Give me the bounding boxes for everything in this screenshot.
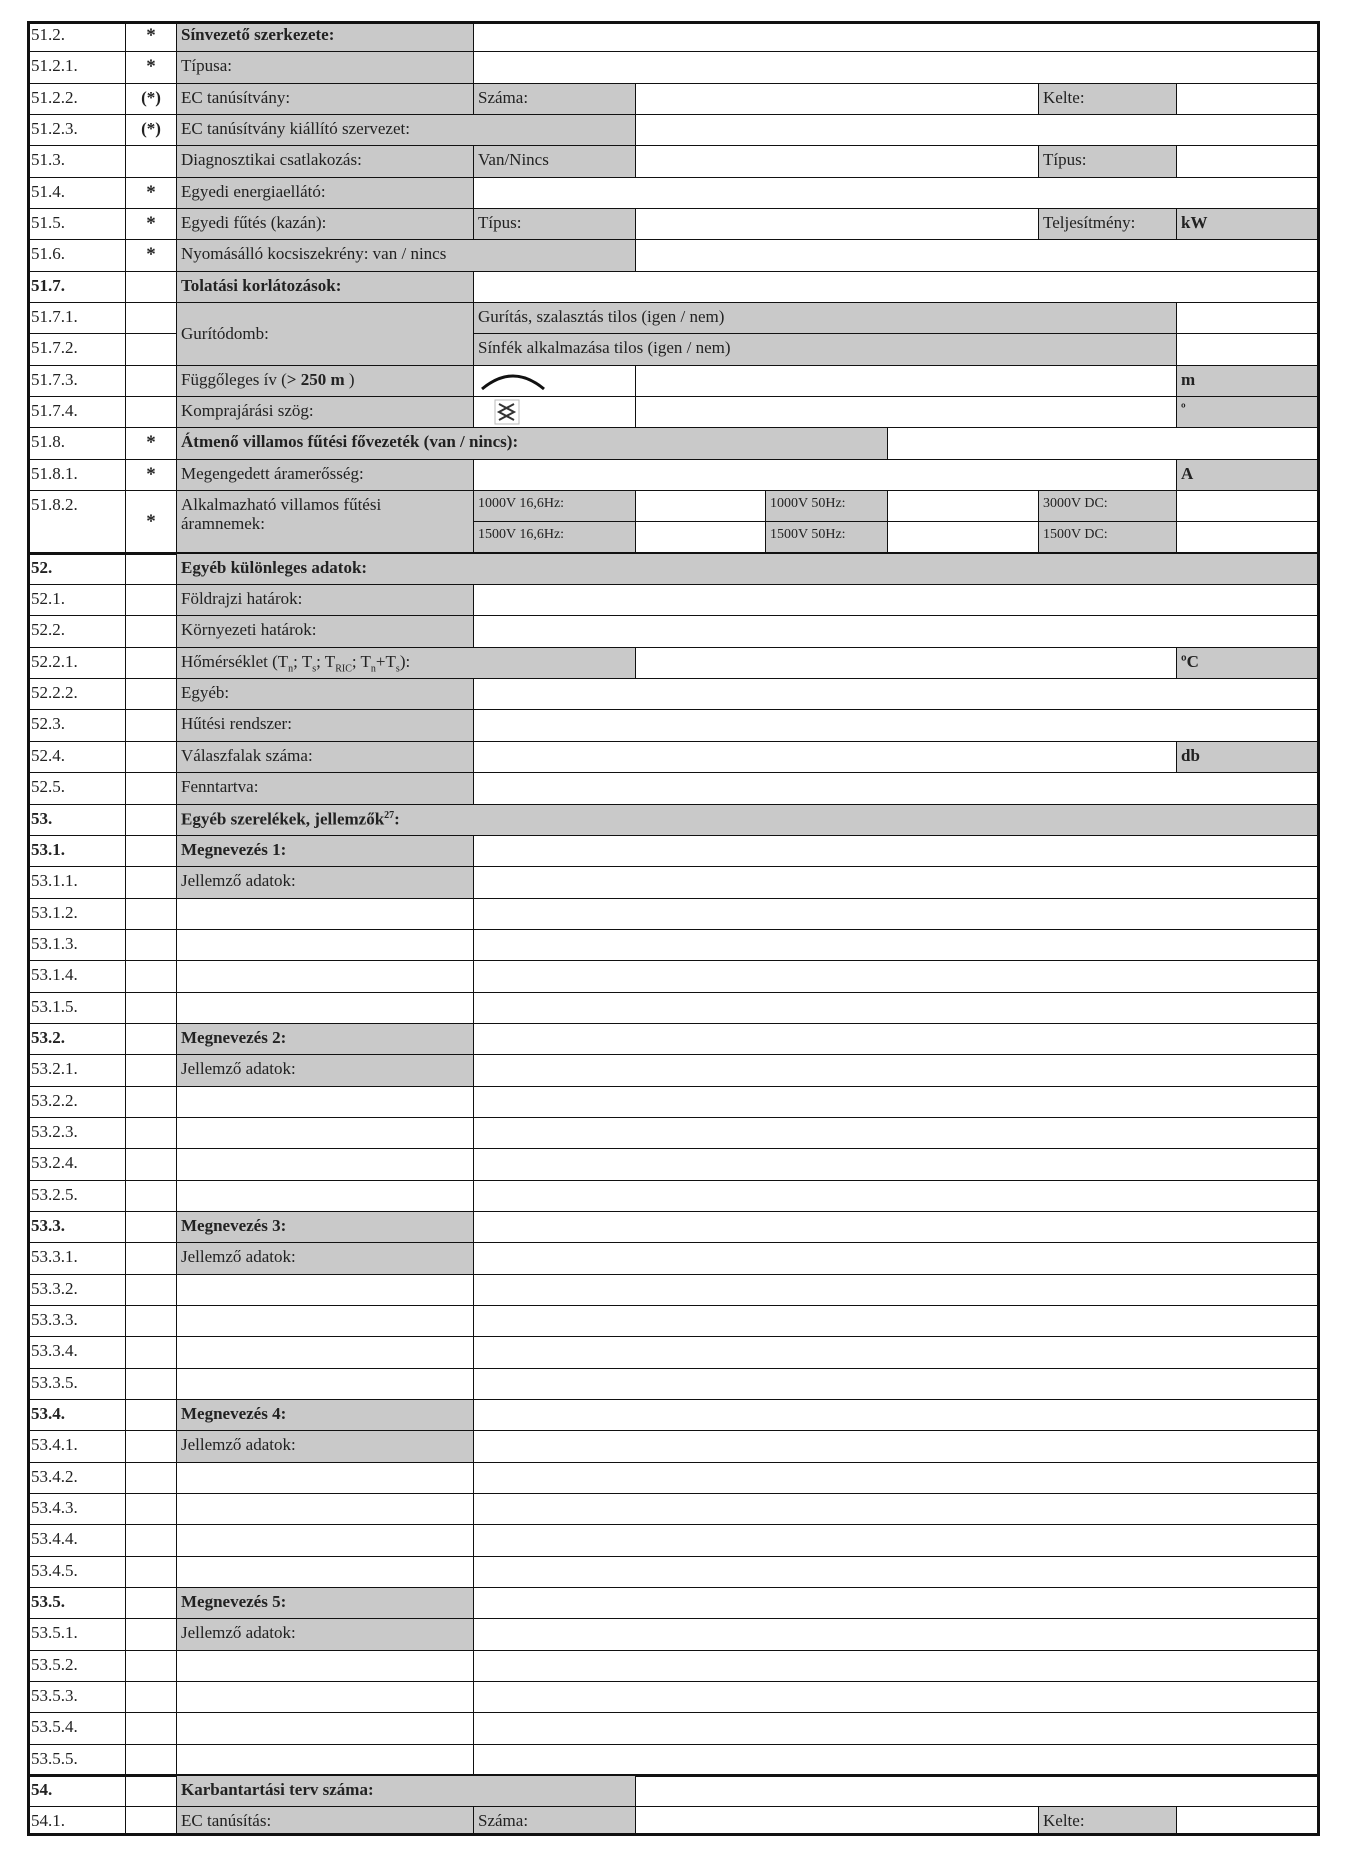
mandatory-mark [126,679,177,710]
certificate-date-field[interactable] [1177,1807,1320,1836]
item-name-field[interactable] [474,1588,1320,1619]
current-type-field[interactable] [1177,491,1320,522]
field-label: EC tanúsítvány: [177,84,474,115]
item-name-label: Megnevezés 2: [177,1024,474,1055]
mandatory-mark [126,1557,177,1588]
maintenance-plan-field[interactable] [636,1776,1320,1807]
value-field[interactable] [636,397,1177,428]
mandatory-mark [126,1682,177,1713]
certificate-number-field[interactable] [636,1807,1039,1836]
field-label: Egyéb: [177,679,474,710]
characteristic-label: Jellemző adatok: [177,1431,474,1463]
field-label: Földrajzi határok: [177,585,474,616]
characteristic-name-field[interactable] [177,1369,474,1400]
current-type-label: 1500V 50Hz: [766,522,888,554]
item-number: 53.5.5. [27,1745,126,1776]
current-type-field[interactable] [1177,522,1320,554]
option-label: Sínfék alkalmazása tilos (igen / nem) [474,334,1177,366]
mandatory-mark [126,805,177,836]
unit-label: m [1177,366,1320,397]
value-field[interactable] [474,616,1320,648]
item-number: 53.1.3. [27,930,126,961]
mandatory-mark [126,272,177,303]
item-number: 53.4.3. [27,1494,126,1525]
mandatory-mark [126,1619,177,1651]
mandatory-mark [126,710,177,742]
characteristic-name-field[interactable] [177,1745,474,1776]
item-number: 53.1.4. [27,961,126,993]
mandatory-mark: * [126,52,177,84]
characteristic-value-field[interactable] [474,1181,1320,1212]
item-number: 53.4.1. [27,1431,126,1463]
field-label: Fenntartva: [177,773,474,805]
characteristic-name-field[interactable] [177,1275,474,1306]
mandatory-mark [126,1713,177,1745]
item-number: 53.4.4. [27,1525,126,1557]
type-label: Típus: [1039,146,1177,178]
item-number: 51.7.3. [27,366,126,397]
mandatory-mark [126,836,177,867]
characteristic-name-field[interactable] [177,1557,474,1588]
characteristic-name-field[interactable] [177,930,474,961]
item-number: 51.2. [27,21,126,52]
item-name-field[interactable] [474,1024,1320,1055]
temperature-label: Hőmérséklet ($T_n$; $T_s$; $T_{RIC}$; $T_n+T_s$): [177,648,636,679]
item-number: 54.1. [27,1807,126,1836]
characteristic-name-field[interactable] [177,1087,474,1118]
characteristic-name-field[interactable] [177,1337,474,1369]
characteristic-value-field[interactable] [474,1463,1320,1494]
field-label: Környezeti határok: [177,616,474,648]
mandatory-mark [126,1055,177,1087]
characteristic-label: Jellemző adatok: [177,1619,474,1651]
current-type-label: 1500V DC: [1039,522,1177,554]
mandatory-mark [126,1024,177,1055]
mandatory-mark [126,742,177,773]
item-number: 51.7.4. [27,397,126,428]
characteristic-name-field[interactable] [177,961,474,993]
mandatory-mark: * [126,209,177,240]
mandatory-mark [126,1463,177,1494]
mandatory-mark [126,397,177,428]
mandatory-mark [126,1525,177,1557]
item-name-field[interactable] [474,836,1320,867]
characteristic-label: Jellemző adatok: [177,1055,474,1087]
date-label: Kelte: [1039,84,1177,115]
characteristic-name-field[interactable] [177,1181,474,1212]
characteristic-name-field[interactable] [177,1682,474,1713]
vertical-curve-icon [474,366,636,397]
item-number: 53.5.1. [27,1619,126,1651]
temperature-field[interactable] [636,648,1177,679]
date-label: Kelte: [1039,1807,1177,1836]
field-label: Egyedi energiaellátó: [177,178,474,209]
mandatory-mark [126,930,177,961]
characteristic-value-field[interactable] [474,1525,1320,1557]
mandatory-mark [126,1651,177,1682]
field-label: EC tanúsítvány kiállító szervezet: [177,115,636,146]
item-number: 52.5. [27,773,126,805]
current-type-field[interactable] [636,522,766,554]
value-field[interactable] [474,272,1320,303]
current-type-label: 1000V 16,6Hz: [474,491,636,522]
field-label: Tolatási korlátozások: [177,272,474,303]
characteristic-value-field[interactable] [474,961,1320,993]
number-label: Száma: [474,1807,636,1836]
item-number: 53.5.4. [27,1713,126,1745]
current-type-field[interactable] [636,491,766,522]
mandatory-mark [126,1745,177,1776]
field-label: Hűtési rendszer: [177,710,474,742]
characteristic-name-field[interactable] [177,1306,474,1337]
characteristic-value-field[interactable] [474,1306,1320,1337]
item-number: 51.6. [27,240,126,272]
characteristic-value-field[interactable] [474,1619,1320,1651]
item-number: 51.8.1. [27,460,126,491]
current-type-label: 1500V 16,6Hz: [474,522,636,554]
option-label: Van/Nincs [474,146,636,178]
characteristic-value-field[interactable] [474,1369,1320,1400]
item-number: 51.4. [27,178,126,209]
item-number: 52. [27,554,126,585]
item-number: 53.1.2. [27,899,126,930]
item-name-field[interactable] [474,1212,1320,1243]
current-type-field[interactable] [888,491,1039,522]
characteristic-value-field[interactable] [474,1243,1320,1275]
item-number: 51.7.1. [27,303,126,334]
mandatory-mark [126,1149,177,1181]
value-field[interactable] [474,178,1320,209]
section-title: Egyéb szerelékek, jellemzők$^{27}$: [177,805,1320,836]
type-label: Típus: [474,209,636,240]
item-number: 53.3.4. [27,1337,126,1369]
item-number: 53.4.2. [27,1463,126,1494]
mandatory-mark [126,899,177,930]
mandatory-mark [126,554,177,585]
mandatory-mark [126,1369,177,1400]
item-name-field[interactable] [474,1400,1320,1431]
item-number: 53.1. [27,836,126,867]
mandatory-mark [126,1337,177,1369]
characteristic-label: Jellemző adatok: [177,867,474,899]
mandatory-mark: * [126,178,177,209]
type-field[interactable] [1177,146,1320,178]
value-field[interactable] [474,679,1320,710]
technical-data-form [27,21,1320,1836]
item-name-label: Megnevezés 3: [177,1212,474,1243]
mandatory-mark [126,1212,177,1243]
item-number: 53.4.5. [27,1557,126,1588]
item-number: 53.3. [27,1212,126,1243]
item-number: 52.2.2. [27,679,126,710]
field-label: Függőleges ív (> 250 m ) [177,366,474,397]
item-number: 51.8.2. [27,491,126,554]
unit-label: db [1177,742,1320,773]
mandatory-mark [126,1776,177,1807]
mandatory-mark [126,1306,177,1337]
item-number: 51.7.2. [27,334,126,366]
mandatory-mark: (*) [126,115,177,146]
field-label: Megengedett áramerősség: [177,460,474,491]
item-number: 51.2.3. [27,115,126,146]
mandatory-mark: * [126,460,177,491]
mandatory-mark [126,1118,177,1149]
current-type-field[interactable] [888,522,1039,554]
item-number: 52.1. [27,585,126,616]
characteristic-name-field[interactable] [177,1149,474,1181]
item-name-label: Megnevezés 1: [177,836,474,867]
hump-label: Gurítódomb: [177,303,474,366]
item-number: 53.3.1. [27,1243,126,1275]
item-number: 51.8. [27,428,126,460]
mandatory-mark [126,773,177,805]
section-title: Egyéb különleges adatok: [177,554,1320,585]
value-field[interactable] [474,585,1320,616]
mandatory-mark: * [126,21,177,52]
characteristic-value-field[interactable] [474,930,1320,961]
item-number: 52.4. [27,742,126,773]
field-label: EC tanúsítás: [177,1807,474,1836]
item-number: 53.2.2. [27,1087,126,1118]
mandatory-mark [126,1181,177,1212]
characteristic-value-field[interactable] [474,899,1320,930]
characteristic-value-field[interactable] [474,1682,1320,1713]
field-label: Válaszfalak száma: [177,742,474,773]
mandatory-mark [126,1087,177,1118]
characteristic-label: Jellemző adatok: [177,1243,474,1275]
characteristic-name-field[interactable] [177,899,474,930]
option-label: Gurítás, szalasztás tilos (igen / nem) [474,303,1177,334]
characteristic-name-field[interactable] [177,1651,474,1682]
characteristic-name-field[interactable] [177,1525,474,1557]
item-number: 53.5.2. [27,1651,126,1682]
item-number: 53.2. [27,1024,126,1055]
item-name-label: Megnevezés 5: [177,1588,474,1619]
mandatory-mark [126,1400,177,1431]
characteristic-value-field[interactable] [474,867,1320,899]
current-type-label: 1000V 50Hz: [766,491,888,522]
field-label: Diagnosztikai csatlakozás: [177,146,474,178]
item-number: 52.2.1. [27,648,126,679]
mandatory-mark [126,1431,177,1463]
value-field[interactable] [636,366,1177,397]
item-number: 51.7. [27,272,126,303]
field-label: Komprajárási szög: [177,397,474,428]
unit-label: A [1177,460,1320,491]
item-number: 53.3.3. [27,1306,126,1337]
characteristic-value-field[interactable] [474,1275,1320,1306]
mandatory-mark [126,334,177,366]
item-number: 51.5. [27,209,126,240]
mandatory-mark: * [126,428,177,460]
mandatory-mark [126,961,177,993]
number-label: Száma: [474,84,636,115]
characteristic-name-field[interactable] [177,1713,474,1745]
value-field[interactable] [636,115,1320,146]
mandatory-mark [126,648,177,679]
characteristic-value-field[interactable] [474,1713,1320,1745]
value-field[interactable] [636,240,1320,272]
mandatory-mark [126,366,177,397]
rail-brake-field[interactable] [1177,334,1320,366]
characteristic-value-field[interactable] [474,1118,1320,1149]
mandatory-mark [126,1807,177,1836]
item-number: 54. [27,1776,126,1807]
mandatory-mark [126,1588,177,1619]
unit-label: kW [1177,209,1320,240]
item-number: 53.2.4. [27,1149,126,1181]
mandatory-mark [126,867,177,899]
item-number: 53.3.2. [27,1275,126,1306]
item-number: 53.5. [27,1588,126,1619]
characteristic-value-field[interactable] [474,1337,1320,1369]
item-number: 53. [27,805,126,836]
current-field[interactable] [474,460,1177,491]
certificate-date-field[interactable] [1177,84,1320,115]
item-name-label: Megnevezés 4: [177,1400,474,1431]
hump-shunting-field[interactable] [1177,303,1320,334]
maintenance-plan-label: Karbantartási terv száma: [177,1776,636,1807]
value-field[interactable] [636,146,1039,178]
characteristic-value-field[interactable] [474,1557,1320,1588]
mandatory-mark [126,146,177,178]
item-number: 51.2.1. [27,52,126,84]
field-label: Típusa: [177,52,474,84]
mandatory-mark [126,303,177,334]
item-number: 53.1.1. [27,867,126,899]
field-label: Sínvezető szerkezete: [177,21,474,52]
unit-label: ºC [1177,648,1320,679]
unit-label: º [1177,397,1320,428]
value-field[interactable] [474,21,1320,52]
characteristic-value-field[interactable] [474,1745,1320,1776]
current-type-label: 3000V DC: [1039,491,1177,522]
type-field[interactable] [636,209,1039,240]
item-number: 51.3. [27,146,126,178]
characteristic-name-field[interactable] [177,1463,474,1494]
characteristic-value-field[interactable] [474,993,1320,1024]
field-label: Nyomásálló kocsiszekrény: van / nincs [177,240,636,272]
item-number: 53.5.3. [27,1682,126,1713]
characteristic-value-field[interactable] [474,1431,1320,1463]
item-number: 53.2.5. [27,1181,126,1212]
field-label: Átmenő villamos fűtési fővezeték (van / nincs): [177,428,888,460]
power-label: Teljesítmény: [1039,209,1177,240]
value-field[interactable] [474,742,1177,773]
characteristic-name-field[interactable] [177,1494,474,1525]
item-number: 52.2. [27,616,126,648]
item-number: 52.3. [27,710,126,742]
value-field[interactable] [888,428,1320,460]
characteristic-name-field[interactable] [177,993,474,1024]
certificate-number-field[interactable] [636,84,1039,115]
mandatory-mark: * [126,491,177,554]
item-number: 53.1.5. [27,993,126,1024]
mandatory-mark: * [126,240,177,272]
mandatory-mark [126,585,177,616]
characteristic-name-field[interactable] [177,1118,474,1149]
value-field[interactable] [474,52,1320,84]
mandatory-mark: (*) [126,84,177,115]
mandatory-mark [126,1494,177,1525]
characteristic-value-field[interactable] [474,1055,1320,1087]
characteristic-value-field[interactable] [474,1087,1320,1118]
angle-icon [474,397,636,428]
value-field[interactable] [474,710,1320,742]
characteristic-value-field[interactable] [474,1494,1320,1525]
item-number: 53.2.3. [27,1118,126,1149]
characteristic-value-field[interactable] [474,1149,1320,1181]
item-number: 53.3.5. [27,1369,126,1400]
item-number: 53.2.1. [27,1055,126,1087]
characteristic-value-field[interactable] [474,1651,1320,1682]
value-field[interactable] [474,773,1320,805]
item-number: 51.2.2. [27,84,126,115]
field-label: Egyedi fűtés (kazán): [177,209,474,240]
mandatory-mark [126,1275,177,1306]
field-label: Alkalmazható villamos fűtési áramnemek: [177,491,474,554]
mandatory-mark [126,1243,177,1275]
mandatory-mark [126,993,177,1024]
item-number: 53.4. [27,1400,126,1431]
mandatory-mark [126,616,177,648]
